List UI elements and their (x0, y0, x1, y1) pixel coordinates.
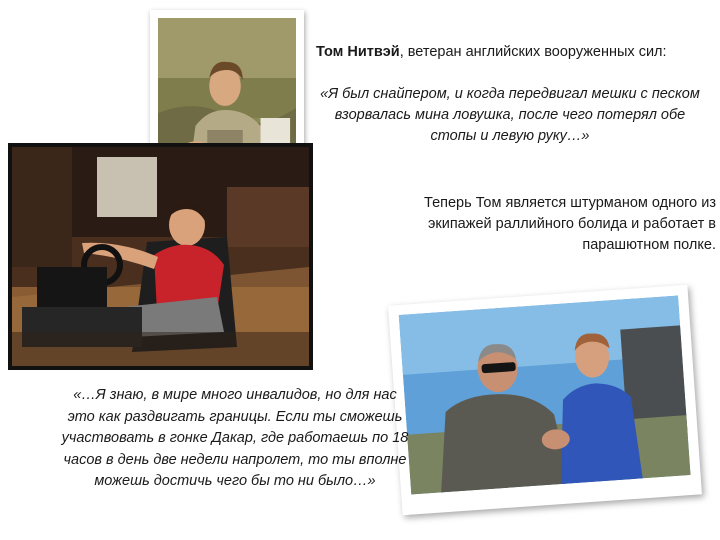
rally-crew-photo-image (399, 295, 691, 494)
simulator-photo (8, 143, 313, 370)
person-description: , ветеран английских вооруженных сил: (399, 44, 667, 60)
sniper-quote: «Я был снайпером, и когда передвигал мешки с песком взорвалась мина ловушка, после чего потерял обе стопы и левую руку…» (320, 86, 700, 144)
intro-text (316, 42, 716, 63)
rally-crew-photo (388, 285, 702, 515)
simulator-photo-image (12, 147, 309, 366)
person-name: Том Нитвэй (316, 44, 400, 60)
current-role-text: Теперь Том является штурманом одного из экипажей раллийного болида и работает в парашютном полке. (424, 195, 716, 253)
dakar-quote: «…Я знаю, в мире много инвалидов, но для нас это как раздвигать границы. Если ты сможешь участвовать в гонке Дакар, где работаешь по 18 часов в день две недели напролет, то ты вполне можешь достичь чего бы то ни было…» (61, 387, 409, 489)
